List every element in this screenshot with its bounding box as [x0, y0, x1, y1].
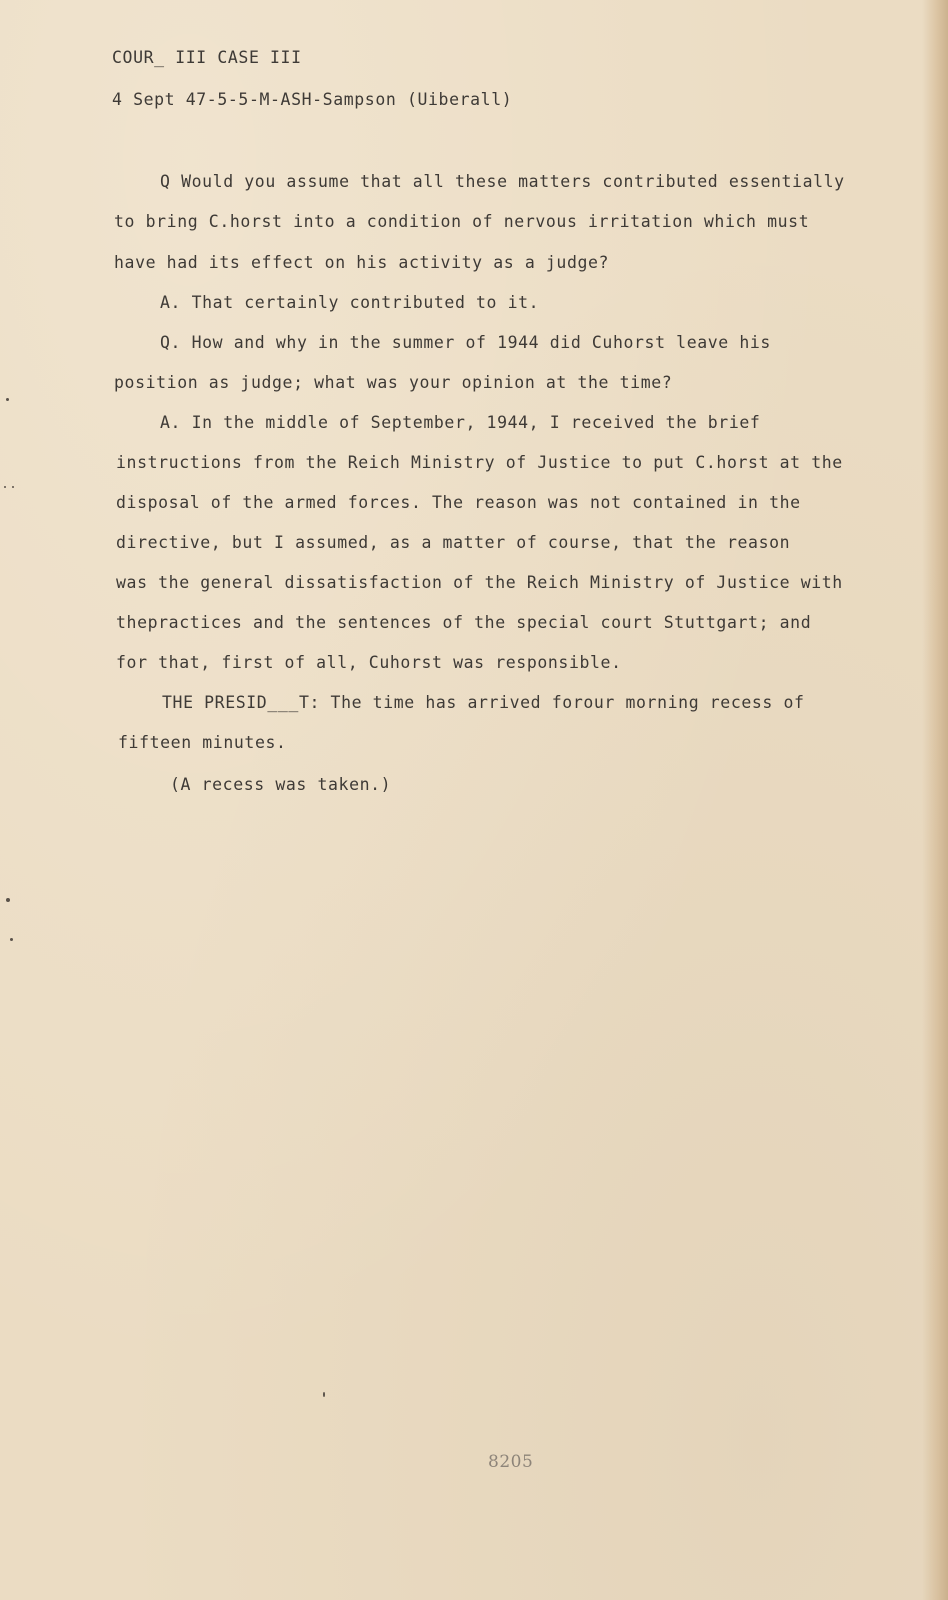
text-line: was the general dissatisfaction of the Reich Ministry of Justice with — [116, 573, 843, 592]
question-line: Q Would you assume that all these matters contributed essentially — [160, 172, 845, 191]
paper-speck — [12, 486, 14, 488]
question-line: Q. How and why in the summer of 1944 did Cuhorst leave his — [160, 333, 771, 352]
paper-edge-shading — [922, 0, 948, 1600]
text-line: for that, first of all, Cuhorst was responsible. — [116, 653, 622, 672]
recess-note: (A recess was taken.) — [170, 775, 392, 794]
text-line: instructions from the Reich Ministry of Justice to put C.horst at the — [116, 453, 843, 472]
page-number: 8205 — [488, 1452, 534, 1472]
paper-speck — [4, 486, 6, 488]
paper-speck — [323, 1392, 325, 1397]
paper-speck — [6, 898, 10, 902]
answer-line: A. That certainly contributed to it. — [160, 293, 540, 312]
text-line: position as judge; what was your opinion at the time? — [114, 373, 673, 392]
president-statement-line: THE PRESID___T: The time has arrived forour morning recess of — [162, 693, 805, 712]
text-line: fifteen minutes. — [118, 733, 287, 752]
paper-speck — [10, 938, 13, 941]
session-date-header: 4 Sept 47-5-5-M-ASH-Sampson (Uiberall) — [112, 90, 513, 109]
text-line: thepractices and the sentences of the special court Stuttgart; and — [116, 613, 812, 632]
text-line: to bring C.horst into a condition of nervous irritation which must — [114, 212, 810, 231]
text-line: disposal of the armed forces. The reason was not contained in the — [116, 493, 801, 512]
text-line: have had its effect on his activity as a judge? — [114, 253, 610, 272]
court-case-header: COUR_ III CASE III — [112, 48, 302, 67]
text-line: directive, but I assumed, as a matter of course, that the reason — [116, 533, 791, 552]
answer-line: A. In the middle of September, 1944, I received the brief — [160, 413, 761, 432]
paper-speck — [6, 398, 9, 401]
